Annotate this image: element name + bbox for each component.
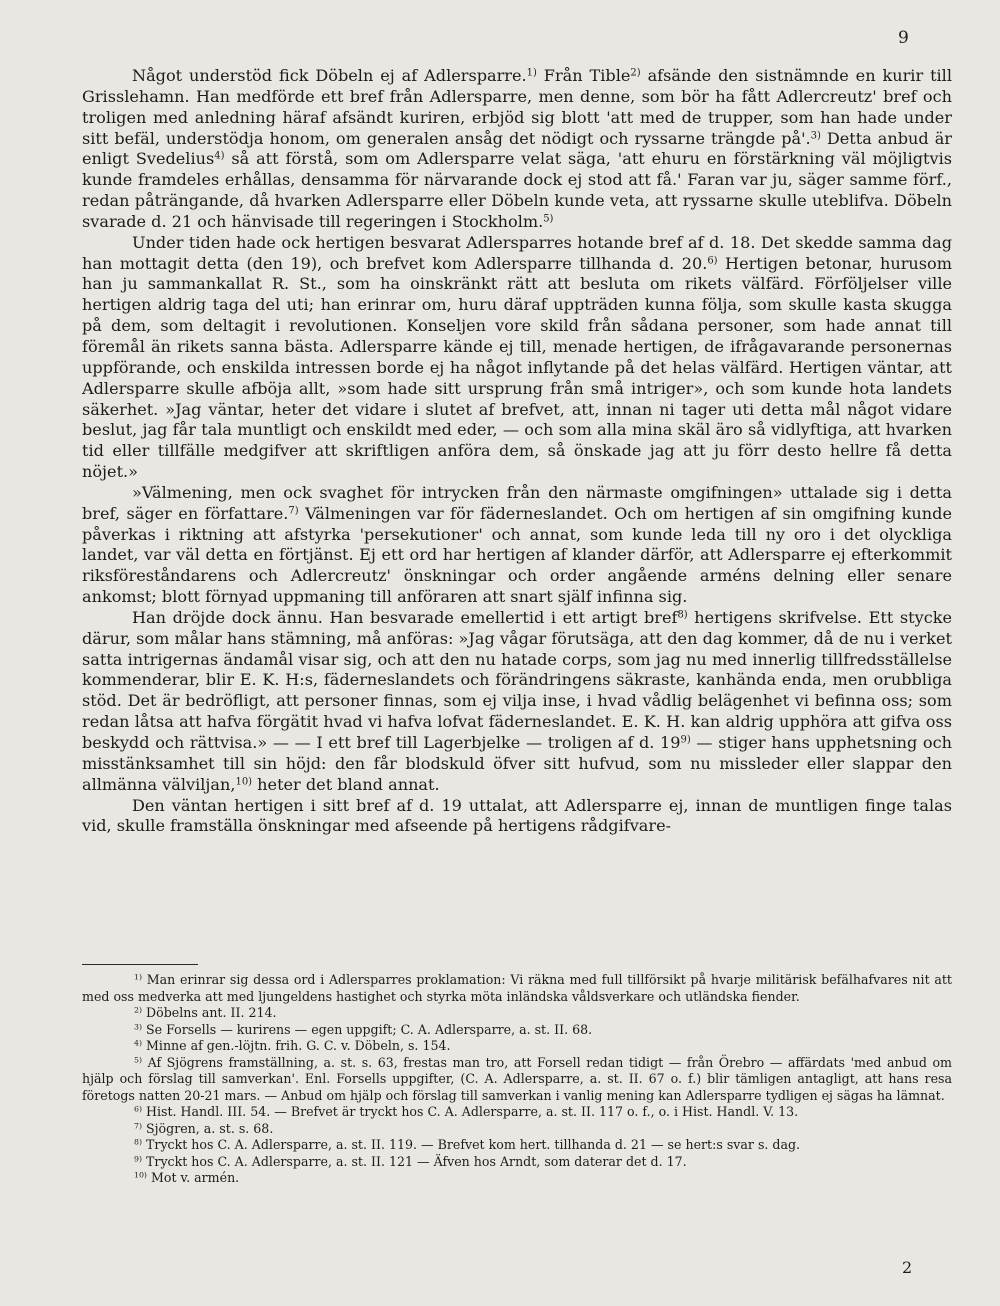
footnote-text: Hist. Handl. III. 54. — Brefvet är tryckt hos C. A. Adlersparre, a. st. II. 117 o. f., o. i Hist. Handl. V. 13. [142,1104,799,1119]
text-run: så att förstå, som om Adlersparre velat säga, 'att ehuru en förstärkning väl möjligtvis kunde framdeles erhållas, densamma för närvarande dock ej stod att få.' Faran var ju, säger samme förf., redan påträngande, då hvarken Adlersparre eller Döbeln kunde veta, att ryssarne skulle uteblifva. Döbeln svarade d. 21 och hänvisade till regeringen i Stockholm. [82,149,952,231]
footnote-mark: 9) [134,1154,143,1164]
footnote-ref: 1) [526,67,537,79]
text-run: Under tiden hade ock hertigen besvarat Adlersparres hotande bref af d. 18. Det skedde samma dag han mottagit detta (den 19), och brefvet kom Adlersparre tillhanda d. 20. [82,232,952,273]
paragraph [82,608,952,796]
text-run: Den väntan hertigen i sitt bref af d. 19 uttalat, att Adlersparre ej, innan de muntligen finge talas vid, skulle framställa önskningar med afseende på hertigens rådgifvare- [82,795,952,836]
text-run: »Välmening, men ock svaghet för intrycken från den närmaste omgifningen» uttalade sig i detta bref, säger en författare. [82,482,952,523]
footnote-ref: 4) [214,150,225,162]
footnote [82,1005,952,1022]
footnote-text: Minne af gen.-löjtn. frih. G. C. v. Döbeln, s. 154. [142,1038,451,1053]
footnote-text: Man erinrar sig dessa ord i Adlersparres proklamation: Vi räkna med full tillförsikt på hvarje militärisk befälhafvares nit att med oss medverka att med ljungeldens hastighet och styrka möta inländska våldsverkare och utländska fiender. [82,972,952,1004]
footnote-text: Af Sjögrens framställning, a. st. s. 63, frestas man tro, att Forsell redan tidigt — från Örebro — affärdats 'med anbud om hjälp och förslag till samverkan'. Enl. Forsells uppgifter, (C. A. Adlersparre, a. st. II. 67 o. f.) blir tämligen antagligt, att hans resa företogs natten 20-21 mars. — Anbud om hjälp och förslag till samverkan i vanlig mening kan Adlersparre tydligen ej sägas ha lämnat. [82,1054,952,1103]
footnote-mark: 3) [134,1022,143,1032]
footnote-text: Döbelns ant. II. 214. [142,1005,277,1020]
footnote-mark: 2) [134,1005,143,1015]
footnote-mark: 10) [134,1170,147,1180]
paragraph [82,66,952,233]
footnote-text: Tryckt hos C. A. Adlersparre, a. st. II. 121 — Äfven hos Arndt, som daterar det d. 17. [142,1153,687,1169]
text-run: Välmeningen var för fäderneslandet. Och om hertigen af sin omgifning kunde påverkas i riktning att afstyrka 'persekutioner' och annat, som kunde leda till ny oro i det olyckliga landet, var väl detta en förtjänst. Ej ett ord har hertigen af klander därför, att Adlersparre ej efterkommit riksföreståndarens och Adlercreutz' önskningar och order angående arméns delning eller senare ankomst; blott förnyad uppmaning till anföraren att snart själf infinna sig. [82,503,952,607]
main-text [82,66,952,837]
text-run: heter det bland annat. [252,774,440,794]
printer-signature: 2 [902,1258,913,1277]
footnote-ref: 10) [235,776,253,788]
text-run: afsände den sistnämnde en kurir till Grisslehamn. Han medförde ett bref från Adlersparre, men denne, som bör ha fått Adlercreutz' bref och troligen med anledning häraf afsändt kuriren, erbjöd sig blott 'att med de trupper, som han hade under sitt befäl, understödja honom, om generalen ansåg det nödigt och ryssarne trängde på'. [82,66,952,148]
text-run: Han dröjde dock ännu. Han besvarade emellertid i ett artigt bref [132,607,678,627]
footnote-ref: 2) [630,67,641,79]
footnote [82,1154,952,1171]
footnote-ref: 7) [288,505,299,517]
footnote-mark: 5) [134,1055,143,1065]
footnote-ref: 5) [543,213,554,225]
text-run: Från Tible [536,66,631,85]
footnote [82,1055,952,1105]
footnote-text: Sjögren, a. st. s. 68. [142,1120,274,1136]
paragraph [82,796,952,838]
footnote [82,1137,952,1154]
footnote-divider [82,964,198,965]
footnote [82,972,952,1005]
footnote [82,1022,952,1039]
footnote [82,1121,952,1138]
footnote-ref: 8) [677,609,688,621]
text-run: Detta anbud är enligt Svedelius [82,128,952,169]
footnote-text: Se Forsells — kurirens — egen uppgift; C. A. Adlersparre, a. st. II. 68. [142,1021,593,1037]
footnote-ref: 6) [707,255,718,267]
footnote-ref: 9) [680,734,691,746]
footnote-text: Tryckt hos C. A. Adlersparre, a. st. II. 119. — Brefvet kom hert. tillhanda d. 21 — se hert:s svar s. dag. [142,1137,801,1152]
footnotes [82,972,952,1187]
footnote [82,1170,952,1187]
text-run: — stiger hans upphetsning och misstänksamhet till sin höjd: den får blodskuld öfver sitt hufvud, som nu missleder eller slappar den allmänna välviljan, [82,733,953,794]
text-run: Något understöd fick Döbeln ej af Adlersparre. [132,66,527,85]
footnote-mark: 7) [134,1121,143,1131]
page-number: 9 [898,28,909,48]
footnote-text: Mot v. armén. [146,1170,240,1185]
footnote [82,1104,952,1121]
text-run: Hertigen betonar, hurusom han ju sammankallat R. St., som ha oinskränkt rätt att besluta om rikets välfärd. Förföljelser ville hertigen aldrig taga del uti; han erinrar om, huru däraf uppträden kunna följa, som skulle kasta skugga på dem, som deltagit i revolutionen. Konseljen vore skild från sådana personer, som hade annat till föremål än rikets sanna bästa. Adlersparre kände ej till, menade hertigen, de ifrågavarande personernas uppförande, och enskilda intressen borde ej ha något inflytande på det helas välfärd. Hertigen väntar, att Adlersparre skulle afböja allt, »som hade sitt ursprung från små intriger», och som kunde hota landets säkerhet. »Jag väntar, heter det vidare i slutet af brefvet, att, innan ni tager uti detta mål något vidare beslut, jag får tala muntligt och enskildt med eder, — och som alla mina skäl äro så vidlyftiga, att hvarken tid eller tillfälle medgifver att skriftligen anföra dem, så önskade jag att ju förr desto hellre få detta nöjet.» [82,253,953,482]
footnote-mark: 8) [134,1137,143,1147]
footnote-mark: 6) [134,1104,143,1114]
footnote [82,1038,952,1055]
footnote-mark: 1) [134,972,143,982]
paragraph [82,233,952,483]
text-run: hertigens skrifvelse. Ett stycke därur, som målar hans stämning, må anföras: »Jag vågar förutsäga, att den dag kommer, då de nu i verket satta intrigernas ändamål visar sig, och att den nu hatade corps, som jag nu med innerlig tillfredsställelse kommenderar, blir E. K. H:s, fäderneslandets och förändringens säkraste, kanhända enda, men orubbliga stöd. Det är bedröfligt, att personer finnas, som ej vilja inse, i hvad vådlig belägenhet vi befinna oss; som redan låtsa att hafva förgätit hvad vi hafva lofvat fäderneslandet. E. K. H. kan aldrig upphöra att gifva oss beskydd och rättvisa.» — — I ett bref till Lagerbjelke — troligen af d. 19 [82,607,953,752]
footnote-ref: 3) [810,130,821,142]
footnote-mark: 4) [134,1038,143,1048]
paragraph [82,483,952,608]
